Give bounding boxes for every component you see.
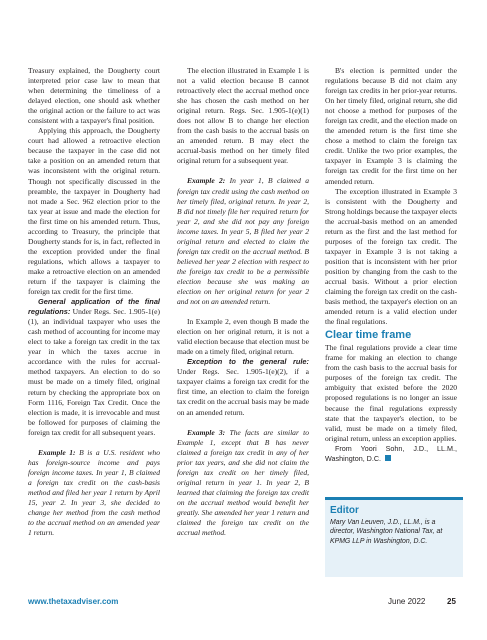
example-label: Example 2: <box>187 176 226 186</box>
editor-text: Mary Van Leuven, J.D., LL.M., is a director, Washington National Tax, at KPMG LLP in Washington, D.C. <box>330 519 443 545</box>
footer-page-number: 25 <box>447 597 456 606</box>
subheading-exception: Exception to the general rule: <box>187 357 309 367</box>
editor-title: Editor <box>330 505 359 516</box>
paragraph: B's election is permitted under the regulations because B did not claim any foreign tax credits in her prior-year returns. On her timely filed, original return, she did not choose a method for purposes of the foreign tax credit, and the election made on the amended return is the first time she chose a method to claim the foreign tax credit. Unlike the two prior examples, the taxpayer in Example 3 is claiming the foreign tax credit for the first time on her amended return. <box>325 66 457 186</box>
example-1 <box>28 448 160 538</box>
paragraph: Applying this approach, the Dougherty court had allowed a retroactive election because the taxpayer in the case did not take a position on an amended return that was inconsistent with the original return. Though not specifically discussed in the preamble, the taxpayer in Dougherty had not made a Sec. 962 election prior to the tax year at issue and made the election for the first time on his amended return. Thus, according to Treasury, the principle that Dougherty stands for is, in fact, reflected in the exception provided under the final regulations, which allows a taxpayer to make a retroactive election on an amended return if the taxpayer is claiming the foreign tax credit for the first time. <box>28 126 160 297</box>
example-3 <box>177 428 309 539</box>
column-2 <box>177 66 309 538</box>
example-text: In year 1, B claimed a foreign tax credit using the cash method on her timely filed, original return. In year 2, B did not timely file her required return for year 2, and she did not pay any foreign income taxes. In year 5, B filed her year 2 original return and elected to claim the foreign tax credit on the accrual method. B believed her year 2 election with respect to the foreign tax credit to be a permissible election because she was making an election on her original return for year 2 and not on an amended return. <box>177 176 309 307</box>
paragraph <box>28 297 160 438</box>
paragraph: The election illustrated in Example 1 is not a valid election because B cannot retroactively elect the accrual method once she has chosen the cash method on her original return. Regs. Sec. 1.905-1(e)(1) does not allow B to change her election from the cash basis to the accrual basis on an amended return. B may elect the accrual-basis method on her timely filed original return for a subsequent year. <box>177 66 309 166</box>
paragraph-text: Under Regs. Sec. 1.905-1(e)(2), if a taxpayer claims a foreign tax credit for the first time, an election to claim the foreign tax credit on the accrual basis may be made on an amended return. <box>177 367 309 417</box>
paragraph-text: Under Regs. Sec. 1.905-1(e)(1), an individual taxpayer who uses the cash method of accounting for income may elect to take a foreign tax credit in the tax year in which the taxes accrue in accordance with the rules for accrual-method taxpayers. An election to do so must be made on a timely filed, original return by checking the appropriate box on Form 1116, Foreign Tax Credit. Once the election is made, it is irrevocable and must be followed for purposes of claiming the foreign tax credit for all subsequent years. <box>28 307 160 437</box>
example-text: B is a U.S. resident who has foreign-source income and pays foreign income taxes. In year 1, B claimed a foreign tax credit on the cash-basis method and filed her year 1 return by April 15, year 2. In year 3, she decided to change her method from the cash method to the accrual method on an amended year 1 return. <box>28 447 160 538</box>
author-byline <box>325 444 457 464</box>
paragraph <box>177 357 309 417</box>
column-1 <box>28 66 160 538</box>
footer-date: June 2022 <box>388 597 426 606</box>
paragraph: In Example 2, even though B made the election on her original return, it is not a valid election because that election must be made on a timely filed, original return. <box>177 317 309 357</box>
example-label: Example 1: <box>38 447 76 457</box>
end-mark-icon <box>385 455 391 461</box>
column-3 <box>325 66 457 464</box>
subheading-general-application: General application of the final regulations: <box>28 297 160 317</box>
paragraph: Treasury explained, the Dougherty court interpreted prior case law to mean that when determining the timeliness of a delayed election, one should ask whether the original action or the failure to act was consistent with a taxpayer's final position. <box>28 66 160 126</box>
example-2 <box>177 176 309 307</box>
footer-url[interactable]: www.thetaxadviser.com <box>28 597 119 606</box>
editor-box <box>325 497 463 577</box>
example-label: Example 3: <box>187 427 226 437</box>
section-heading: Clear time frame <box>325 329 412 342</box>
paragraph: The final regulations provide a clear time frame for making an election to change from the cash basis to the accrual basis for purposes of the foreign tax credit. The ambiguity that existed before the 2020 proposed regulations is no longer an issue because the final regulations expressly state that the taxpayer's election, to be valid, must be made on a timely filed, original return, unless an exception applies. <box>325 343 457 443</box>
byline-text: From Yoori Sohn, J.D., LL.M., Washington, D.C. <box>325 443 457 463</box>
paragraph: The exception illustrated in Example 3 is consistent with the Dougherty and Strong holdings because the taxpayer elects the accrual-basis method on an amended return as the first and the last method for purposes of the foreign tax credit. The taxpayer in Example 3 is not taking a position that is inconsistent with her prior position by changing from the cash to the accrual basis. Without a prior election claiming the foreign tax credit on the cash-basis method, the taxpayer's election on an amended return is a valid election under the final regulations. <box>325 186 457 327</box>
example-text: The facts are similar to Example 1, except that B has never claimed a foreign tax credit in any of her prior tax years, and she did not claim the foreign tax credit on her timely filed, original return in year 1. In year 2, B learned that claiming the foreign tax credit on the accrual method would benefit her greatly. She amended her year 1 return and claimed the foreign tax credit on the accrual method. <box>177 427 309 538</box>
